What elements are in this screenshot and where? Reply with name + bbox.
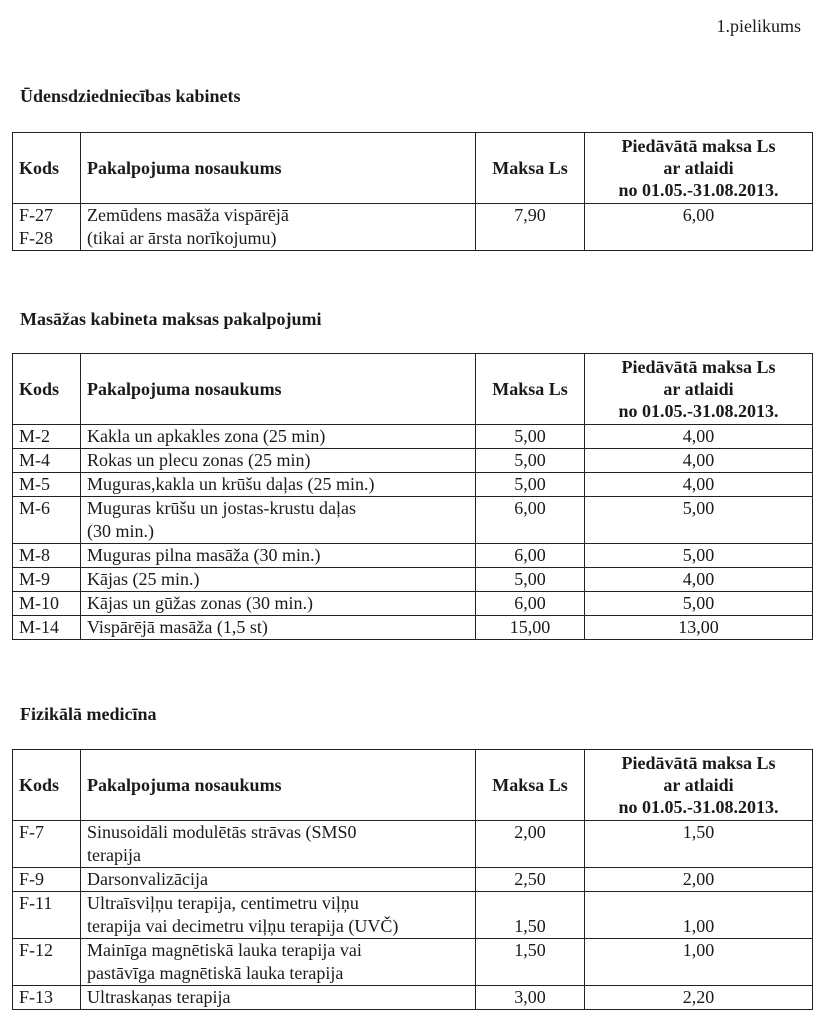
service-discount-price: 4,00 bbox=[585, 449, 813, 473]
table-row bbox=[13, 449, 813, 473]
service-price: 5,00 bbox=[476, 568, 585, 592]
table-row bbox=[13, 616, 813, 640]
service-discount-price: 1,00 bbox=[585, 892, 813, 939]
header-code: Kods bbox=[13, 750, 81, 821]
service-name: Muguras krūšu un jostas-krustu daļas (30 min.) bbox=[81, 497, 476, 544]
service-discount-price: 1,00 bbox=[585, 939, 813, 986]
table-header-row bbox=[13, 354, 813, 425]
header-discount-line: ar atlaidi bbox=[663, 775, 734, 795]
service-name: Mainīga magnētiskā lauka terapija vai pastāvīga magnētiskā lauka terapija bbox=[81, 939, 476, 986]
header-code: Kods bbox=[13, 133, 81, 204]
service-name: Darsonvalizācija bbox=[81, 868, 476, 892]
header-discount bbox=[585, 750, 813, 821]
service-price: 5,00 bbox=[476, 473, 585, 497]
header-price: Maksa Ls bbox=[476, 133, 585, 204]
table-row bbox=[13, 473, 813, 497]
header-name: Pakalpojuma nosaukums bbox=[81, 133, 476, 204]
price-table bbox=[12, 749, 813, 1010]
service-discount-price: 4,00 bbox=[585, 568, 813, 592]
table-row bbox=[13, 497, 813, 544]
service-discount-price: 4,00 bbox=[585, 425, 813, 449]
table-row bbox=[13, 939, 813, 986]
service-name: Kakla un apkakles zona (25 min) bbox=[81, 425, 476, 449]
service-discount-price: 2,00 bbox=[585, 868, 813, 892]
header-discount-line: Piedāvātā maksa Ls bbox=[621, 136, 776, 156]
service-code: F-11 bbox=[13, 892, 81, 939]
service-discount-price: 6,00 bbox=[585, 204, 813, 251]
service-code: M-10 bbox=[13, 592, 81, 616]
service-code: F-13 bbox=[13, 986, 81, 1010]
service-price: 3,00 bbox=[476, 986, 585, 1010]
table-row bbox=[13, 425, 813, 449]
service-name: Zemūdens masāža vispārējā (tikai ar ārsta norīkojumu) bbox=[81, 204, 476, 251]
service-discount-price: 4,00 bbox=[585, 473, 813, 497]
header-discount-line: Piedāvātā maksa Ls bbox=[621, 357, 776, 377]
service-name: Kājas (25 min.) bbox=[81, 568, 476, 592]
service-code: M-9 bbox=[13, 568, 81, 592]
header-discount-line: ar atlaidi bbox=[663, 158, 734, 178]
service-price: 5,00 bbox=[476, 425, 585, 449]
header-discount-line: no 01.05.-31.08.2013. bbox=[618, 797, 779, 817]
header-name: Pakalpojuma nosaukums bbox=[81, 354, 476, 425]
service-name: Kājas un gūžas zonas (30 min.) bbox=[81, 592, 476, 616]
service-code: M-5 bbox=[13, 473, 81, 497]
service-code: M-2 bbox=[13, 425, 81, 449]
header-discount bbox=[585, 354, 813, 425]
service-discount-price: 5,00 bbox=[585, 544, 813, 568]
service-code: F-7 bbox=[13, 821, 81, 868]
service-name: Ultraīsviļņu terapija, centimetru viļņu terapija vai decimetru viļņu terapija (UVČ) bbox=[81, 892, 476, 939]
service-name: Vispārējā masāža (1,5 st) bbox=[81, 616, 476, 640]
service-code: F-9 bbox=[13, 868, 81, 892]
section-title: Masāžas kabineta maksas pakalpojumi bbox=[20, 309, 322, 329]
section-title: Ūdensdziedniecības kabinets bbox=[20, 86, 241, 106]
service-price: 5,00 bbox=[476, 449, 585, 473]
table-row bbox=[13, 544, 813, 568]
service-discount-price: 5,00 bbox=[585, 497, 813, 544]
annex-label: 1.pielikums bbox=[716, 16, 801, 36]
service-discount-price: 2,20 bbox=[585, 986, 813, 1010]
table-row bbox=[13, 892, 813, 939]
table-row bbox=[13, 592, 813, 616]
header-price: Maksa Ls bbox=[476, 750, 585, 821]
service-price: 15,00 bbox=[476, 616, 585, 640]
table-header-row bbox=[13, 750, 813, 821]
service-code: F-27 F-28 bbox=[13, 204, 81, 251]
service-name: Sinusoidāli modulētās strāvas (SMS0 terapija bbox=[81, 821, 476, 868]
service-name: Ultraskaņas terapija bbox=[81, 986, 476, 1010]
table-row bbox=[13, 821, 813, 868]
service-discount-price: 13,00 bbox=[585, 616, 813, 640]
header-discount-line: no 01.05.-31.08.2013. bbox=[618, 401, 779, 421]
price-table bbox=[12, 353, 813, 640]
service-name: Rokas un plecu zonas (25 min) bbox=[81, 449, 476, 473]
service-code: F-12 bbox=[13, 939, 81, 986]
service-price: 1,50 bbox=[476, 939, 585, 986]
service-price: 6,00 bbox=[476, 497, 585, 544]
service-price: 2,50 bbox=[476, 868, 585, 892]
table-row bbox=[13, 568, 813, 592]
service-name: Muguras,kakla un krūšu daļas (25 min.) bbox=[81, 473, 476, 497]
service-code: M-8 bbox=[13, 544, 81, 568]
table-row bbox=[13, 868, 813, 892]
table-header-row bbox=[13, 133, 813, 204]
header-discount-line: ar atlaidi bbox=[663, 379, 734, 399]
table-row bbox=[13, 204, 813, 251]
header-name: Pakalpojuma nosaukums bbox=[81, 750, 476, 821]
service-code: M-6 bbox=[13, 497, 81, 544]
service-discount-price: 5,00 bbox=[585, 592, 813, 616]
table-row bbox=[13, 986, 813, 1010]
service-name: Muguras pilna masāža (30 min.) bbox=[81, 544, 476, 568]
service-price: 1,50 bbox=[476, 892, 585, 939]
service-price: 2,00 bbox=[476, 821, 585, 868]
header-code: Kods bbox=[13, 354, 81, 425]
header-discount-line: no 01.05.-31.08.2013. bbox=[618, 180, 779, 200]
service-code: M-4 bbox=[13, 449, 81, 473]
header-discount bbox=[585, 133, 813, 204]
service-price: 6,00 bbox=[476, 544, 585, 568]
section-title: Fizikālā medicīna bbox=[20, 704, 157, 724]
price-table bbox=[12, 132, 813, 251]
service-code: M-14 bbox=[13, 616, 81, 640]
header-price: Maksa Ls bbox=[476, 354, 585, 425]
service-discount-price: 1,50 bbox=[585, 821, 813, 868]
header-discount-line: Piedāvātā maksa Ls bbox=[621, 753, 776, 773]
service-price: 7,90 bbox=[476, 204, 585, 251]
service-price: 6,00 bbox=[476, 592, 585, 616]
